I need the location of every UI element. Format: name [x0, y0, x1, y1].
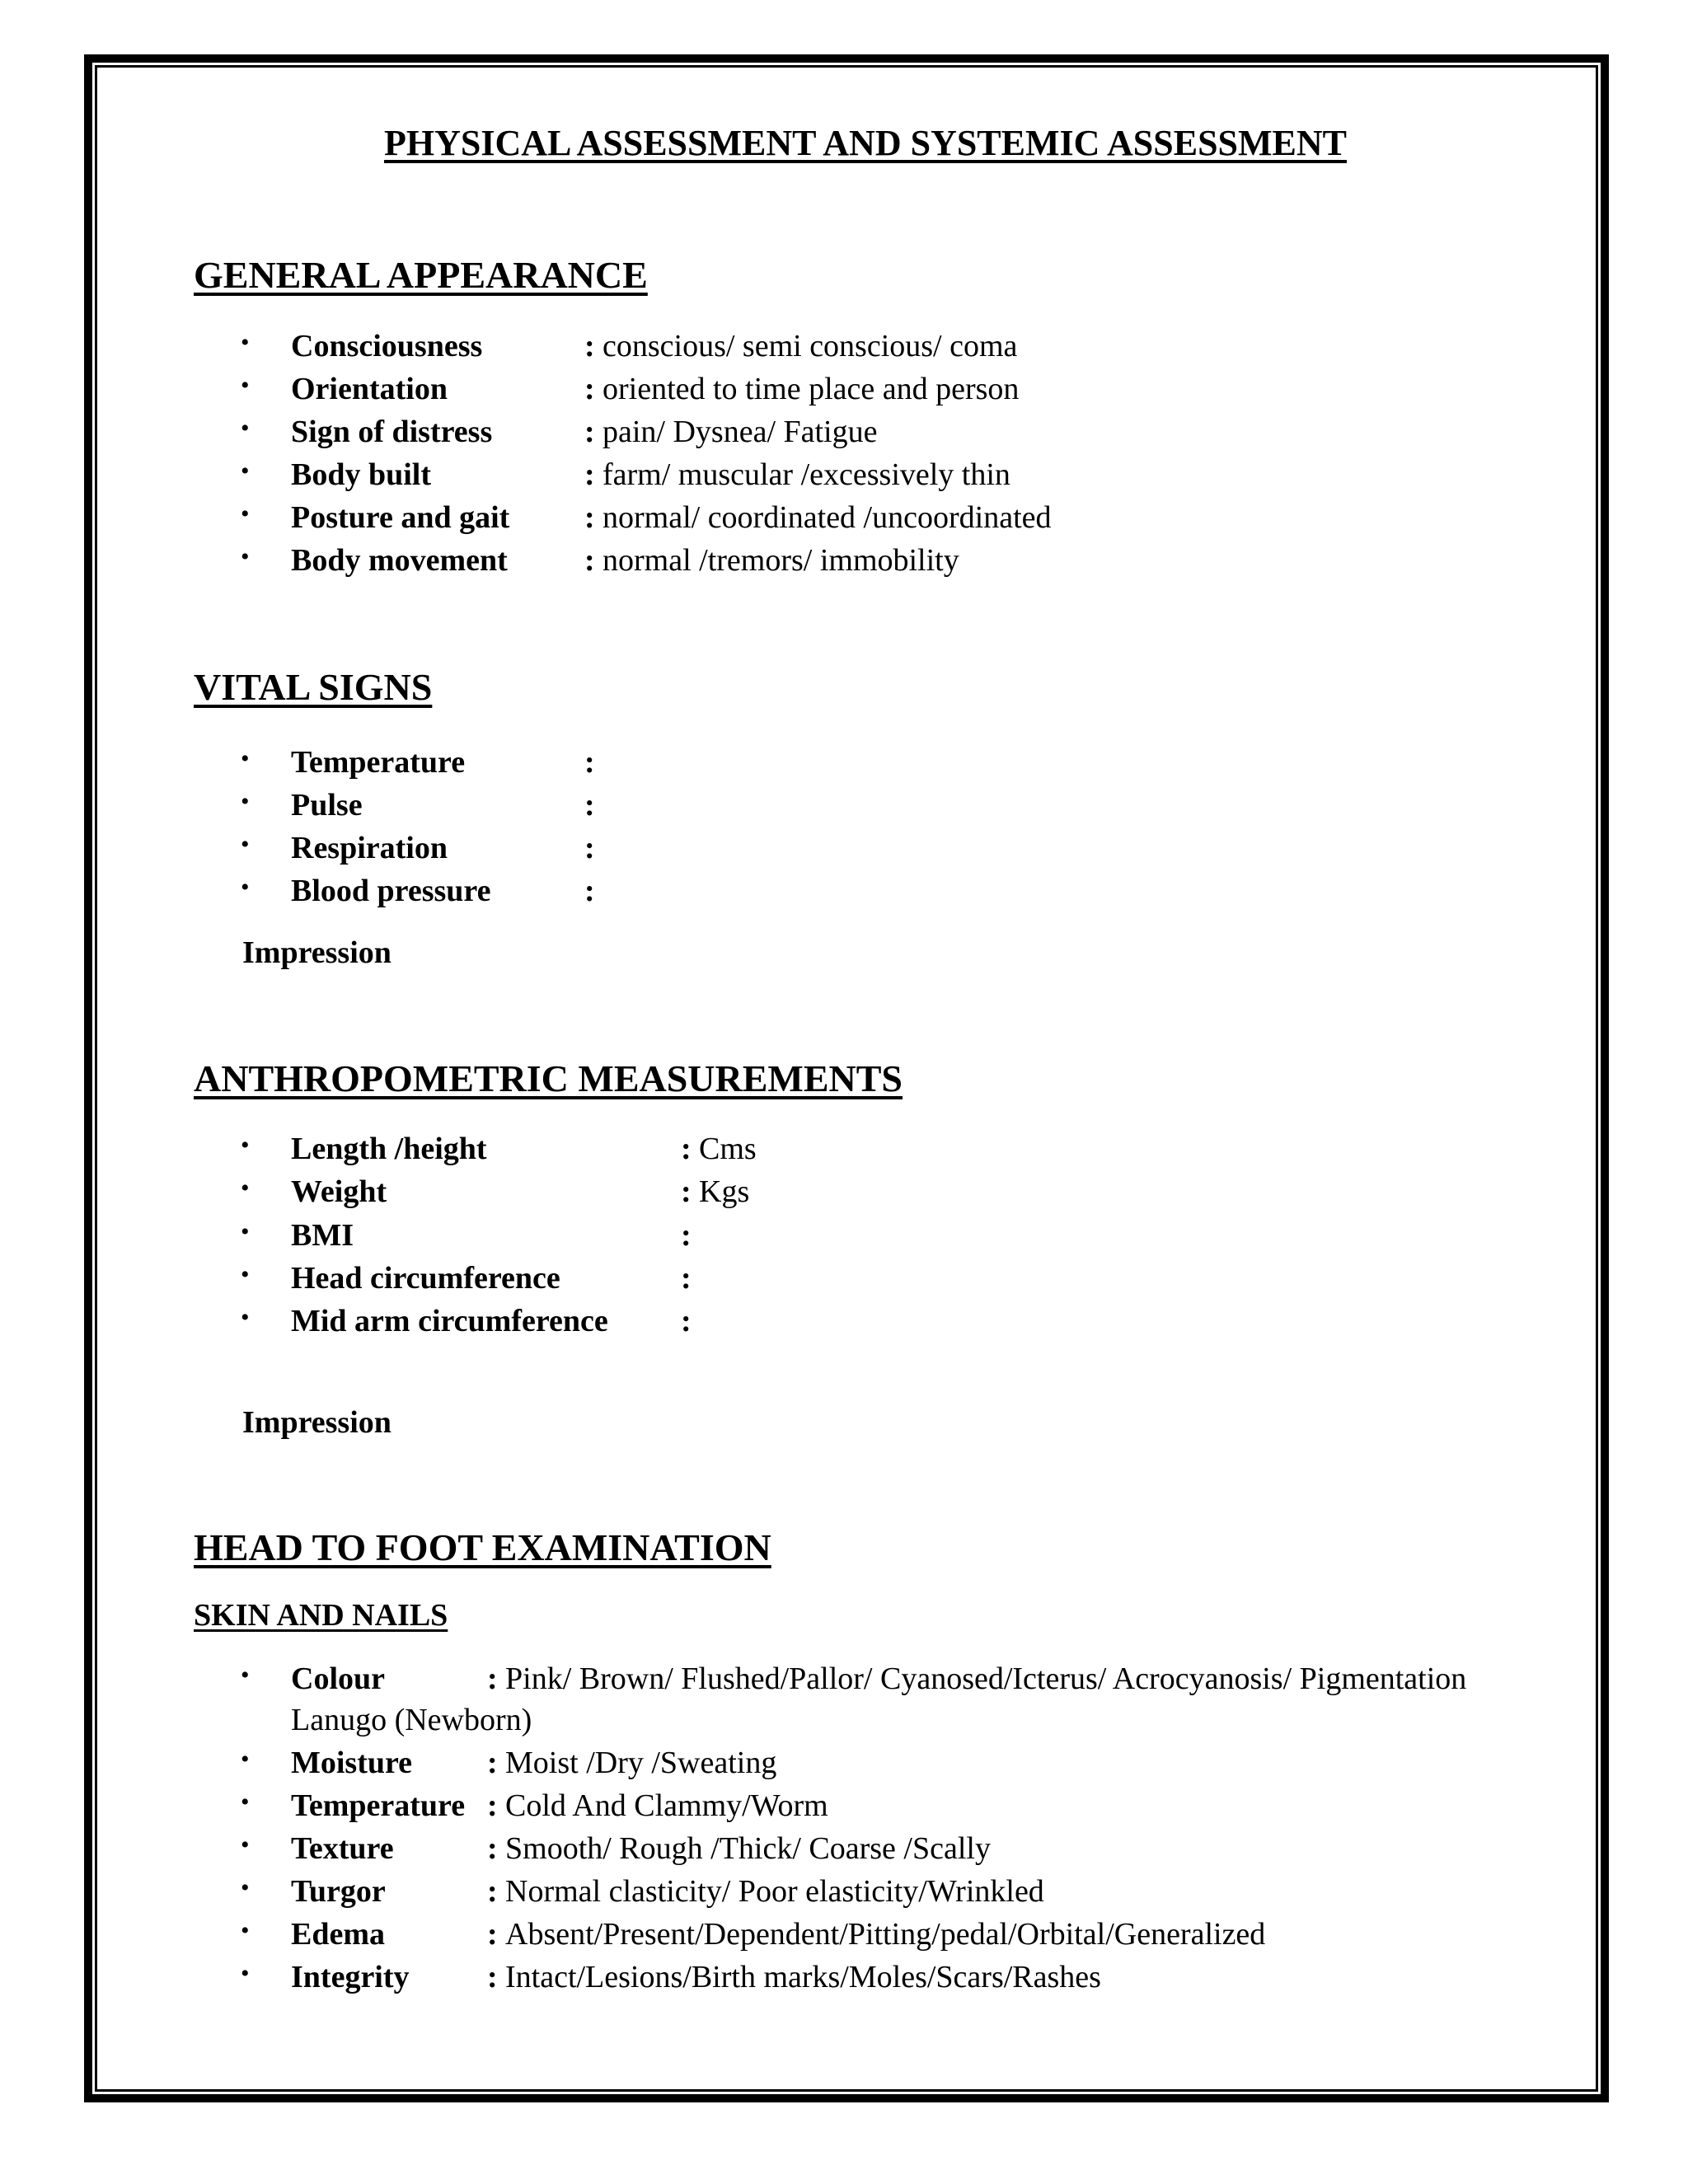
item-colon: : [584, 831, 595, 865]
item-colon: : [487, 1746, 498, 1780]
item-label: Turgor [291, 1874, 386, 1909]
list-item [0, 416, 1688, 449]
list-item [0, 1833, 1688, 1866]
list-item [0, 1176, 1688, 1209]
bullet: • [241, 329, 250, 356]
item-colon: : [584, 788, 595, 823]
list-item [0, 502, 1688, 535]
item-label: Consciousness [291, 329, 483, 363]
item-value: Cms [699, 1132, 757, 1166]
section-heading-head-to-foot: HEAD TO FOOT EXAMINATION [194, 1526, 771, 1568]
impression-label: Impression [242, 1405, 392, 1440]
item-colon: : [681, 1132, 692, 1166]
item-value: oriented to time place and person [603, 372, 1020, 406]
item-label: Sign of distress [291, 415, 493, 449]
item-value: Moist /Dry /Sweating [505, 1746, 777, 1780]
bullet: • [241, 1261, 250, 1288]
item-value: Absent/Present/Dependent/Pitting/pedal/Orbital/Generalized [505, 1917, 1266, 1952]
item-value: normal/ coordinated /uncoordinated [603, 500, 1052, 535]
section-heading-anthropometric: ANTHROPOMETRIC MEASUREMENTS [194, 1057, 903, 1099]
item-label: BMI [291, 1218, 354, 1253]
bullet: • [241, 788, 250, 815]
item-label: Moisture [291, 1746, 413, 1780]
list-item [0, 790, 1688, 823]
item-value: farm/ muscular /excessively thin [603, 457, 1010, 492]
list-item [0, 1263, 1688, 1296]
item-label: Body movement [291, 543, 508, 578]
list-item [0, 1961, 1688, 1994]
item-colon: : [487, 1874, 498, 1909]
item-colon: : [584, 543, 595, 578]
item-colon: : [681, 1218, 692, 1253]
bullet: • [241, 874, 250, 901]
section-heading-general-appearance: GENERAL APPEARANCE [194, 254, 648, 296]
list-item [0, 545, 1688, 578]
bullet: • [241, 1874, 250, 1901]
bullet: • [241, 1788, 250, 1816]
bullet: • [241, 1661, 250, 1689]
item-colon: : [487, 1661, 498, 1696]
list-item [0, 832, 1688, 865]
item-colon: : [681, 1174, 692, 1209]
bullet: • [241, 1132, 250, 1159]
list-item [0, 1133, 1688, 1166]
item-label: Mid arm circumference [291, 1304, 608, 1338]
bullet: • [241, 457, 250, 485]
item-value: pain/ Dysnea/ Fatigue [603, 415, 878, 449]
list-item [0, 330, 1688, 363]
item-colon: : [584, 415, 595, 449]
item-value: Intact/Lesions/Birth marks/Moles/Scars/Rashes [505, 1960, 1101, 1994]
item-colon: : [584, 745, 595, 780]
list-item [0, 1220, 1688, 1253]
item-label: Texture [291, 1831, 394, 1866]
item-value: conscious/ semi conscious/ coma [603, 329, 1018, 363]
bullet: • [241, 745, 250, 772]
item-colon: : [584, 457, 595, 492]
item-label: Posture and gait [291, 500, 510, 535]
list-item [0, 459, 1688, 492]
list-item [0, 1876, 1688, 1909]
item-label: Pulse [291, 788, 363, 823]
item-colon: : [681, 1304, 692, 1338]
item-label: Integrity [291, 1960, 410, 1994]
item-value: normal /tremors/ immobility [603, 543, 959, 578]
impression-label: Impression [242, 935, 392, 970]
item-label: Weight [291, 1174, 387, 1209]
item-label: Head circumference [291, 1261, 560, 1296]
item-colon: : [487, 1960, 498, 1994]
list-item [0, 747, 1688, 780]
item-label: Length /height [291, 1132, 487, 1166]
item-label: Temperature [291, 745, 466, 780]
item-label: Respiration [291, 831, 448, 865]
item-colon: : [584, 874, 595, 908]
bullet: • [241, 1917, 250, 1944]
bullet: • [241, 1746, 250, 1773]
item-colon: : [584, 329, 595, 363]
item-label: Temperature [291, 1788, 466, 1823]
bullet: • [241, 1174, 250, 1202]
item-colon: : [584, 372, 595, 406]
item-label: Body built [291, 457, 432, 492]
item-value: Cold And Clammy/Worm [505, 1788, 828, 1823]
bullet: • [241, 1831, 250, 1858]
item-label: Edema [291, 1917, 385, 1952]
bullet: • [241, 372, 250, 399]
section-heading-vital-signs: VITAL SIGNS [194, 666, 433, 708]
list-item [0, 1790, 1688, 1823]
item-value: Pink/ Brown/ Flushed/Pallor/ Cyanosed/Icterus/ Acrocyanosis/ Pigmentation [505, 1661, 1467, 1696]
bullet: • [241, 1304, 250, 1331]
item-value: Smooth/ Rough /Thick/ Coarse /Scally [505, 1831, 991, 1866]
list-item [0, 1305, 1688, 1338]
sub-heading-skin-and-nails: SKIN AND NAILS [194, 1598, 448, 1633]
item-label: Orientation [291, 372, 448, 406]
list-item [0, 373, 1688, 406]
bullet: • [241, 831, 250, 858]
page-title: PHYSICAL ASSESSMENT AND SYSTEMIC ASSESSMENT [383, 123, 1348, 163]
item-colon: : [487, 1831, 498, 1866]
item-colon: : [487, 1788, 498, 1823]
item-label: Colour [291, 1661, 385, 1696]
list-item [0, 1747, 1688, 1780]
item-colon: : [487, 1917, 498, 1952]
item-value: Kgs [699, 1174, 750, 1209]
item-value-continuation: Lanugo (Newborn) [291, 1703, 532, 1737]
list-item [0, 1919, 1688, 1952]
item-colon: : [584, 500, 595, 535]
list-item [0, 1663, 1688, 1696]
item-colon: : [681, 1261, 692, 1296]
bullet: • [241, 543, 250, 570]
bullet: • [241, 500, 250, 527]
bullet: • [241, 1218, 250, 1245]
bullet: • [241, 1960, 250, 1987]
list-item [0, 875, 1688, 908]
bullet: • [241, 415, 250, 442]
item-value: Normal clasticity/ Poor elasticity/Wrinkled [505, 1874, 1044, 1909]
item-label: Blood pressure [291, 874, 491, 908]
